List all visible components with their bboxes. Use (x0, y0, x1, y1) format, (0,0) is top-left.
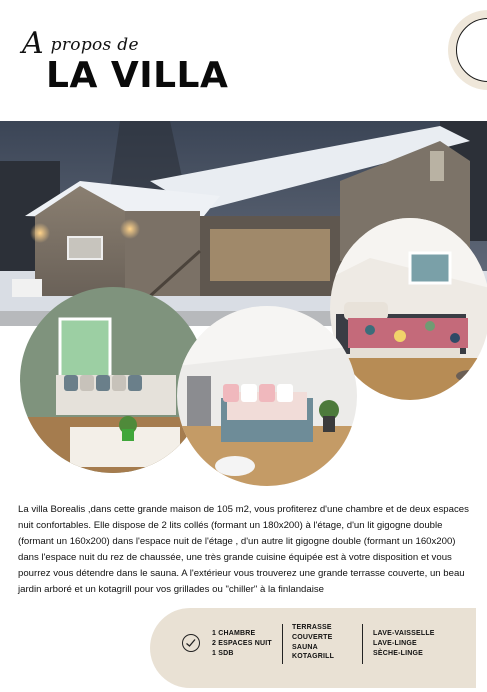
amenities-outdoor (292, 623, 334, 662)
amenity-item: KOTAGRILL (292, 653, 335, 661)
bedroom-photo (177, 306, 357, 486)
amenity-item: LAVE-VAISSELLE (373, 630, 435, 637)
check-circle-icon (182, 634, 200, 652)
amenity-item: COUVERTE (292, 633, 333, 641)
amenities-appliances (373, 629, 435, 658)
divider (362, 624, 363, 664)
script-initial: A (22, 26, 44, 61)
page-title: LA VILLA (46, 55, 229, 96)
amenity-item: SÈCHE-LINGE (373, 649, 424, 657)
villa-description: La villa Borealis ,dans cette grande maison de 105 m2, vous profiterez d'une chambre et de deux espaces nuit confortables. Elle dispose de 2 lits collés (formant un 180x200) à l'étage, d'un lit gigogne double (formant un 160x200) dans l'espace nuit de l'étage , d'un autre lit gigogne double (formant un 160x200) dans l'espace nuit du rez de chaussée, une très grande cuisine équipée est à votre disposition et vous pourrez vous détendre dans le sauna. A l'extérieur vous trouverez une grande terrasse couverte, un beau jardin arboré et un kotagrill pour vos grillades ou "chiller" à la finlandaise (18, 504, 469, 595)
amenity-item: 1 CHAMBRE (212, 630, 256, 637)
amenity-item: SAUNA (292, 643, 318, 651)
amenity-item: LAVE-LINGE (373, 639, 417, 647)
script-rest: propos de (44, 35, 139, 55)
amenity-item: 2 ESPACES NUIT (212, 639, 272, 647)
amenity-item: TERRASSE (292, 624, 332, 631)
divider (282, 624, 283, 664)
amenity-item: 1 SDB (212, 649, 234, 657)
amenities-rooms (212, 629, 272, 658)
